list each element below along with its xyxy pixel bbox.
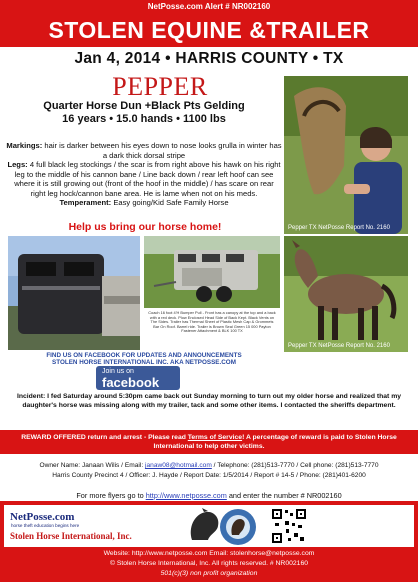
temperament-text: Easy going/Kid Safe Family Horse bbox=[113, 198, 229, 207]
owner-info: Owner Name: Janaan Wilis / Email: bbox=[39, 462, 144, 469]
footer-logo-panel bbox=[4, 505, 414, 547]
description-block bbox=[6, 141, 282, 208]
more-prefix: For more flyers go to bbox=[76, 491, 144, 500]
temperament-label: Temperament: bbox=[59, 198, 112, 207]
alert-bar: NetPosse.com Alert # NR002160 bbox=[0, 0, 418, 14]
more-suffix: and enter the number # NR002160 bbox=[228, 491, 342, 500]
more-flyers-line bbox=[0, 491, 418, 500]
horse-name: PEPPER bbox=[112, 72, 208, 101]
stolen-horse-intl-logo: Stolen Horse International, Inc. bbox=[10, 531, 132, 541]
horse-stats: 16 years • 15.0 hands • 1100 lbs bbox=[62, 113, 226, 125]
legs-text: 4 full black leg stockings / the scar is from right above his hawk on his right leg to the middle of his cannon bane / Line back down / rear left hoof can see where it is still growing out (front of the hoof in the middle) / has scare on rear right leg hock/cannon bane area. He is lame when not on his meds. bbox=[14, 160, 281, 198]
qr-code-icon[interactable] bbox=[270, 507, 308, 545]
markings-text: hair is darker between his eyes down to nose looks grulla in winter has a dark thick dorsal stripe bbox=[44, 141, 282, 160]
terms-of-service-link[interactable]: Terms of Service bbox=[187, 434, 243, 441]
incident-block bbox=[8, 393, 410, 410]
police-contact-line: Harris County Precinct 4 / Officer: J. Hayde / Report Date: 1/5/2014 / Report # 14-5 / Phone: (281)401-6200 bbox=[52, 472, 366, 479]
facebook-join-button[interactable] bbox=[96, 366, 180, 390]
horse-photo-1 bbox=[284, 76, 408, 234]
footer-nonprofit: 501(c)(3) non profit organization bbox=[160, 570, 258, 577]
netposse-url-link[interactable]: http://www.netposse.com bbox=[145, 491, 227, 500]
netposse-tagline: horse theft education begins here bbox=[11, 523, 80, 528]
reward-banner bbox=[0, 430, 418, 454]
trailer-photo-2 bbox=[144, 236, 280, 308]
trailer-photo-1 bbox=[8, 236, 140, 350]
facebook-join-label: Join us on bbox=[102, 368, 134, 375]
horse-photo-2-image bbox=[284, 236, 408, 352]
trailer-photo-2-image bbox=[144, 236, 280, 308]
reward-text-1: REWARD OFFERED return and arrest - Please read bbox=[21, 434, 186, 441]
horse-breed: Quarter Horse Dun +Black Pts Gelding bbox=[43, 100, 245, 112]
facebook-line-2: STOLEN HORSE INTERNATIONAL INC. AKA NETPOSSE.COM bbox=[52, 359, 236, 366]
facebook-logo-text: facebook bbox=[102, 375, 160, 390]
incident-label: Incident: bbox=[16, 393, 46, 400]
reward-text-2: ! A percentage of reward is paid to Stolen Horse International to help other victims. bbox=[153, 434, 397, 450]
footer-copyright: © Stolen Horse International, Inc. All rights reserved. # NR002160 bbox=[109, 560, 309, 567]
seal-logo-icon bbox=[218, 507, 258, 547]
legs-label: Legs: bbox=[7, 160, 28, 169]
help-message: Help us bring our horse home! bbox=[68, 221, 222, 233]
trailer-photo-1-image bbox=[8, 236, 140, 350]
owner-phone: / Telephone: (281)513-7770 / Cell phone: (281)513-7770 bbox=[213, 462, 379, 469]
owner-contact-line bbox=[4, 462, 414, 469]
footer bbox=[0, 501, 418, 582]
trailer-caption-box bbox=[144, 310, 280, 350]
flyer-title: STOLEN EQUINE &TRAILER bbox=[0, 14, 418, 47]
horse-photo-2 bbox=[284, 236, 408, 352]
markings-label: Markings: bbox=[6, 141, 43, 150]
facebook-line-1: FIND US ON FACEBOOK FOR UPDATES AND ANNOUNCEMENTS bbox=[46, 352, 242, 359]
netposse-logo: NetPosse.com bbox=[10, 511, 75, 523]
photo-2-caption: Pepper TX NetPosse Report No. 2160 bbox=[288, 343, 390, 349]
date-location-line: Jan 4, 2014 • HARRIS COUNTY • TX bbox=[74, 50, 344, 67]
trailer-caption: Coach 16 foot 4'H Bumper Pull - Front has a canopy at the top and a back with a red deck. Plow Enclosed Head Side of Back Kept. Black Vents on The Sides. Trailer has Thermal Sheet of Plastic Mesh Cap & Grommets Bar On Roof. Barrel ride. Trailer is Brown Seal Green 15 000 Payton Fastener Attachment & BLK 100 TX bbox=[148, 310, 276, 334]
photo-1-caption: Pepper TX NetPosse Report No. 2160 bbox=[288, 225, 390, 231]
horse-photo-1-image bbox=[284, 76, 408, 234]
owner-email-link[interactable]: janaw08@hotmail.com bbox=[145, 462, 212, 469]
footer-website-email: Website: http://www.netposse.com Email: stolenhorse@netposse.com bbox=[103, 550, 315, 557]
incident-text: I fed Saturday around 5:30pm came back out Sunday morning to turn out my older horse and realized that my daughter's horse was missing along with my trailer, tack and some other items. I contacted the sheriffs department. bbox=[22, 393, 402, 409]
